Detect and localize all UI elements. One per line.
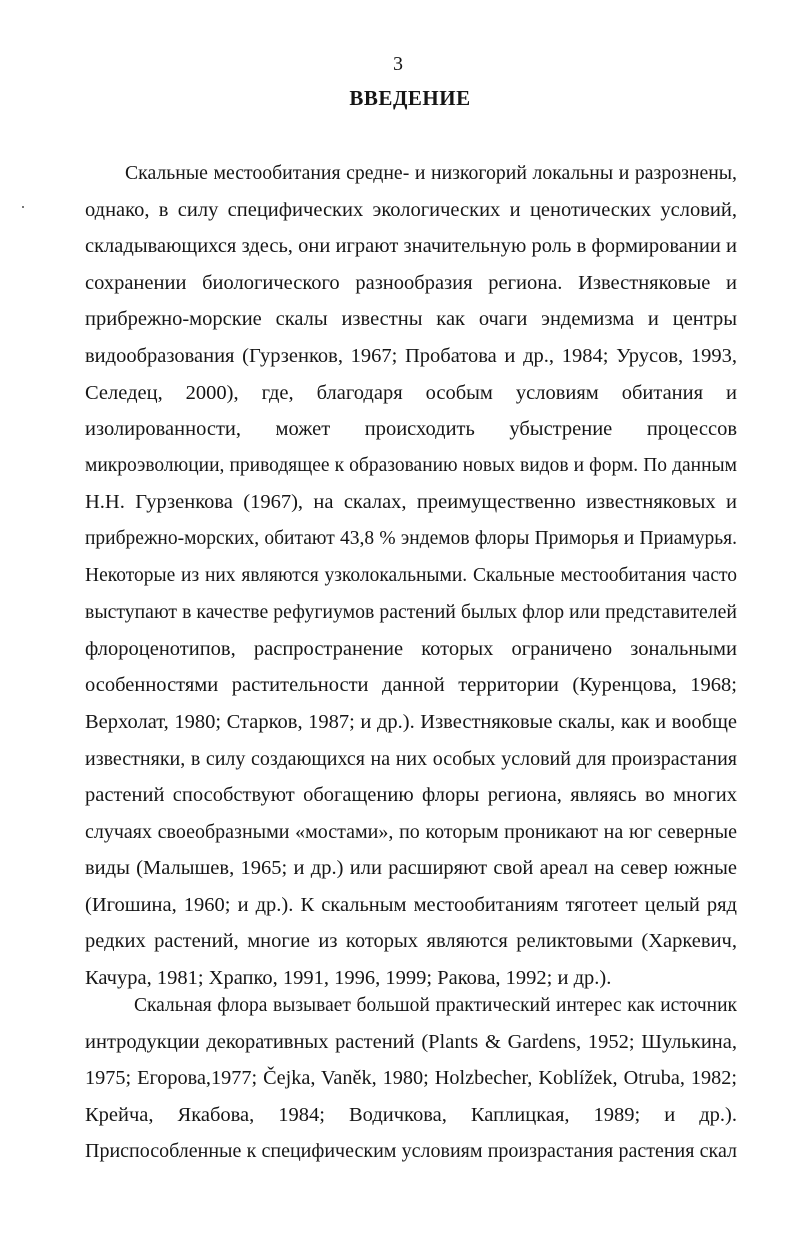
text-line: виды (Малышев, 1965; и др.) или расширяют свой ареал на север южные [85,857,737,880]
text-line: особенностями растительности данной территории (Куренцова, 1968; [85,674,737,697]
text-line: Скальная флора вызывает большой практический интерес как источник [134,995,737,1016]
text-line: изолированности, может происходить убыстрение процессов [85,418,737,441]
paragraph-1 [85,155,737,997]
text-line: однако, в силу специфических экологических и ценотических условий, [85,198,737,221]
text-line: прибрежно-морских, обитают 43,8 % эндемов флоры Приморья и Приамурья. [85,527,737,549]
text-line: складывающихся здесь, они играют значительную роль в формировании и [85,235,737,258]
text-line: Н.Н. Гурзенкова (1967), на скалах, преимущественно известняковых и [85,491,737,514]
text-line: 1975; Егорова,1977; Čejka, Vaněk, 1980; Holzbecher, Koblížek, Otruba, 1982; [85,1067,737,1090]
text-line: Селедец, 2000), где, благодаря особым условиям обитания и [85,381,737,404]
text-line: редких растений, многие из которых являются реликтовыми (Харкевич, [85,930,737,953]
text-line: прибрежно-морские скалы известны как очаги эндемизма и центры [85,308,737,331]
text-line: случаях своеобразными «мостами», по которым проникают на юг северные [85,820,737,843]
text-line: известняки, в силу создающихся на них особых условий для произрастания [85,747,737,770]
text-line: видообразования (Гурзенков, 1967; Пробатова и др., 1984; Урусов, 1993, [85,344,737,367]
text-line: Качура, 1981; Храпко, 1991, 1996, 1999; Ракова, 1992; и др.). [85,967,612,990]
text-line: (Игошина, 1960; и др.). К скальным местообитаниям тяготеет целый ряд [85,893,737,916]
text-line: микроэволюции, приводящее к образованию новых видов и форм. По данным [85,454,737,476]
scan-speck [22,206,24,208]
text-line: флороценотипов, распространение которых ограничено зональными [85,637,737,660]
paragraph-2 [85,988,737,1169]
text-line: интродукции декоративных растений (Plants & Gardens, 1952; Шулькина, [85,1031,737,1054]
text-line: сохранении биологического разнообразия региона. Известняковые и [85,271,737,294]
text-line: Верхолат, 1980; Старков, 1987; и др.). Известняковые скалы, как и вообще [85,710,737,733]
text-line: Скальные местообитания средне- и низкогорий локальны и разрознены, [125,162,737,184]
text-line: Крейча, Якабова, 1984; Водичкова, Каплицкая, 1989; и др.). [85,1103,737,1126]
text-line: Приспособленные к специфическим условиям произрастания растения скал [85,1139,737,1162]
text-line: Некоторые из них являются узколокальными. Скальные местообитания часто [85,564,737,586]
page-number: 3 [393,53,403,75]
text-line: растений способствуют обогащению флоры региона, являясь во многих [85,784,737,807]
text-line: выступают в качестве рефугиумов растений былых флор или представителей [85,601,737,624]
section-title: ВВЕДЕНИЕ [349,86,471,110]
